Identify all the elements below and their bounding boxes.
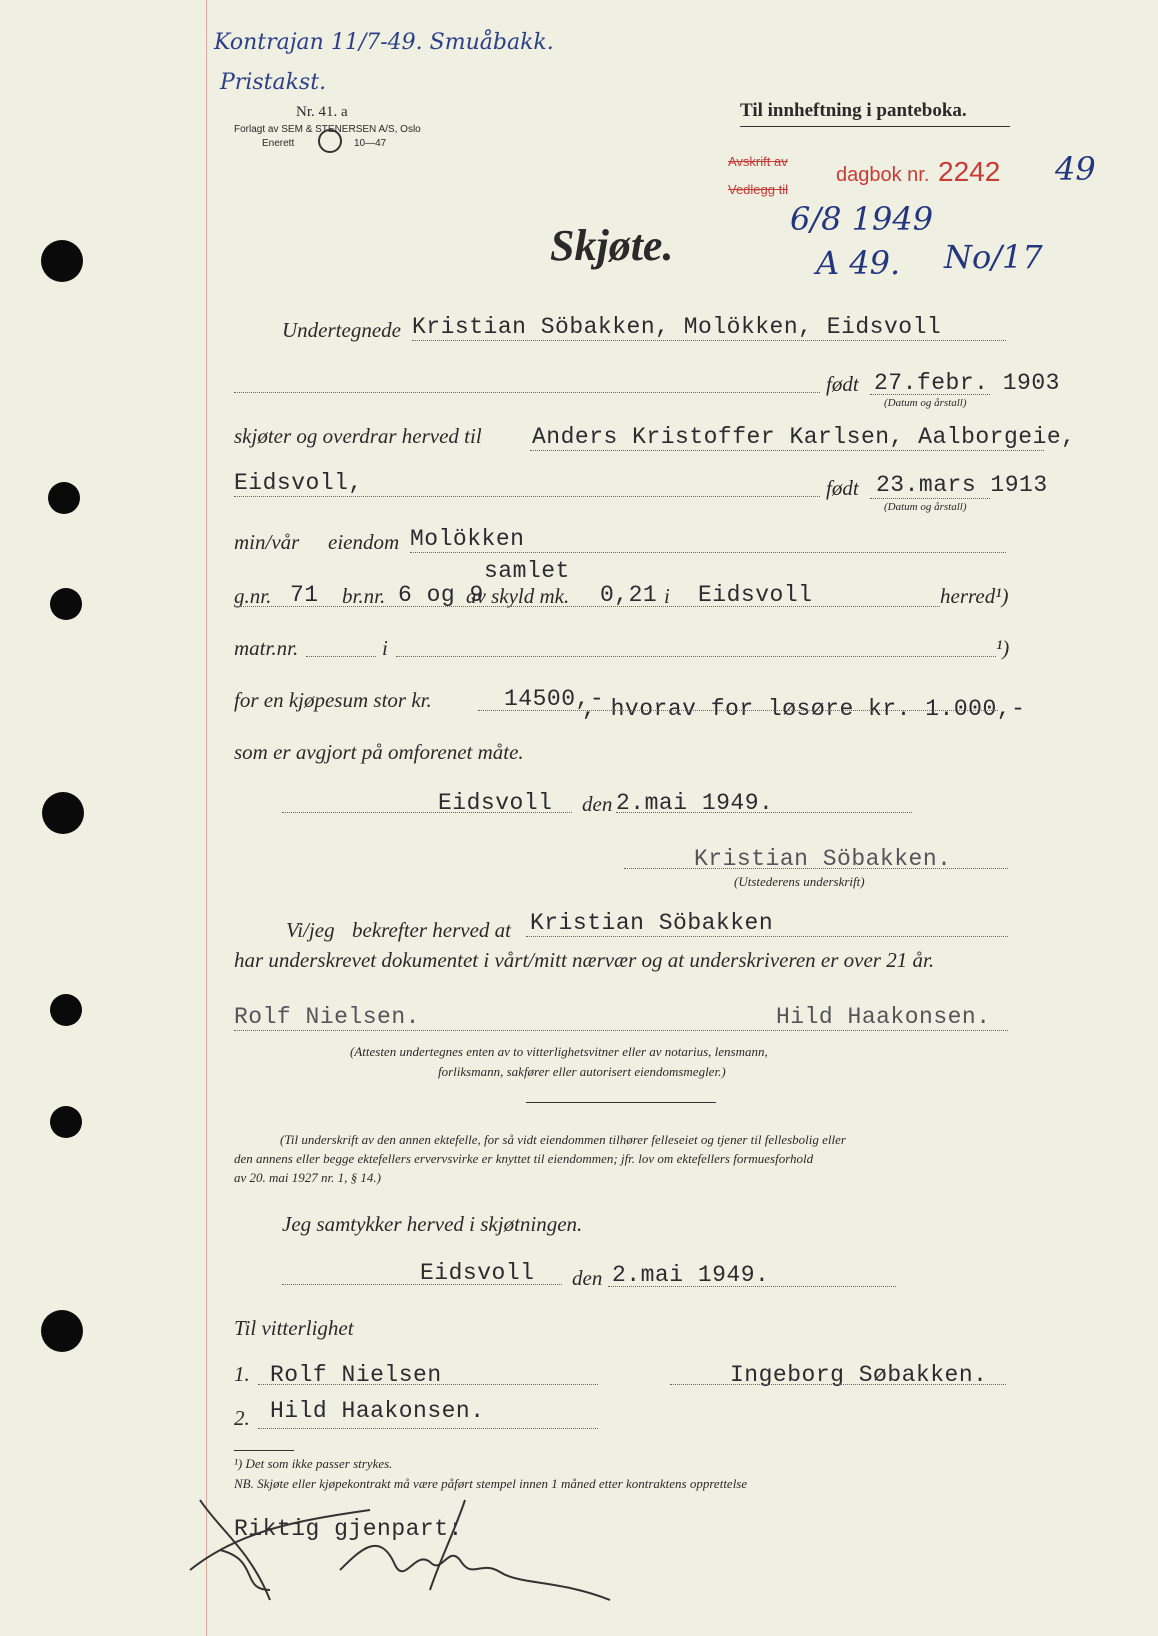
brnr-label: br.nr.	[342, 584, 386, 608]
red-margin-line	[206, 0, 207, 1636]
punch-hole	[48, 482, 80, 514]
footnote: ¹) Det som ikke passer strykes.	[234, 1456, 393, 1471]
separator	[526, 1102, 716, 1103]
grantee-name: Anders Kristoffer Karlsen, Aalborgeie,	[532, 424, 1076, 450]
brnr-value: 6 og 9	[398, 582, 484, 608]
dotted-line	[478, 710, 998, 711]
punch-hole	[42, 792, 84, 834]
spouse-note: (Til underskrift av den annen ektefelle, for så vidt eiendommen tilhører felleseiet og tjener til fellesbolig eller	[280, 1132, 846, 1147]
herred-name: Eidsvoll	[698, 582, 813, 608]
witness-sign-1: Rolf Nielsen	[270, 1362, 442, 1388]
witness-num-2: 2.	[234, 1406, 250, 1430]
spouse-signature: Ingeborg Søbakken.	[730, 1362, 988, 1388]
handwritten-note: Pristakst.	[220, 70, 327, 95]
dotted-line	[234, 1030, 1008, 1031]
vi-label: Vi/jeg	[286, 918, 335, 942]
publisher-code: 10—47	[354, 138, 387, 149]
punch-hole	[41, 1310, 83, 1352]
confirm-text: har underskrevet dokumentet i vårt/mitt nærvær og at underskriveren er over 21 år.	[234, 948, 935, 972]
place-2: Eidsvoll	[420, 1260, 535, 1286]
date-hint: (Datum og årstall)	[884, 501, 967, 513]
handwritten-ref: A 49.	[816, 244, 901, 282]
fodt-label: født	[826, 476, 859, 500]
gnr-value: 71	[290, 582, 319, 608]
spouse-note: av 20. mai 1927 nr. 1, § 14.)	[234, 1170, 381, 1185]
den-label: den	[572, 1266, 603, 1290]
place-1: Eidsvoll	[438, 790, 553, 816]
punch-hole	[50, 1106, 82, 1138]
confirm-label: bekrefter herved at	[352, 918, 511, 942]
binding-note: Til innheftning i panteboka.	[740, 100, 967, 121]
dagbok-number: 2242	[938, 156, 1001, 187]
confirm-name: Kristian Söbakken	[530, 910, 774, 936]
skyld-label: av skyld mk.	[466, 584, 570, 608]
eiendom-label: eiendom	[328, 530, 400, 554]
dotted-line	[234, 606, 940, 607]
den-label: den	[582, 792, 613, 816]
witness-sign-2: Hild Haakonsen.	[270, 1398, 485, 1424]
matr-end: ¹)	[996, 636, 1010, 660]
price-value: 14500,-	[504, 686, 605, 712]
transfer-label: skjøter og overdrar herved til	[234, 424, 482, 448]
grantee-place: Eidsvoll,	[234, 470, 363, 496]
vitterlighet-label: Til vitterlighet	[234, 1316, 354, 1340]
fodt-label: født	[826, 372, 859, 396]
attest-note: (Attesten undertegnes enten av to vitterlighetsvitner eller av notarius, lensmann,	[350, 1044, 768, 1059]
publisher: Forlagt av SEM & STENERSEN A/S, Oslo	[234, 124, 421, 135]
spouse-note: den annens eller begge ektefellers ervervsvirke er knyttet til eiendommen; jfr. lov om ektefellers formuesforhold	[234, 1151, 814, 1166]
date-1: 2.mai 1949.	[616, 790, 774, 816]
signer-hint: (Utstederens underskrift)	[734, 874, 865, 889]
gnr-label: g.nr.	[234, 584, 272, 608]
stamp-strike-avskrift: Avskrift av	[728, 154, 788, 169]
price-label: for en kjøpesum stor kr.	[234, 688, 432, 712]
dotted-line	[870, 394, 990, 395]
property-name: Molökken	[410, 526, 525, 552]
stamp-dagbok: dagbok nr.	[836, 164, 930, 186]
price-extra: , hvorav for løsøre kr. 1.000,-	[582, 696, 1026, 722]
skyld-value: 0,21	[600, 582, 658, 608]
min-var-label: min/vår	[234, 530, 300, 554]
handwritten-no: No/17	[944, 238, 1043, 276]
attest-note: forliksmann, sakfører eller autorisert eiendomsmegler.)	[438, 1064, 726, 1079]
dotted-line	[306, 656, 376, 657]
dotted-line	[870, 498, 990, 499]
date-hint: (Datum og årstall)	[884, 397, 967, 409]
settled-text: som er avgjort på omforenet måte.	[234, 740, 524, 764]
dotted-line	[396, 656, 996, 657]
dotted-line	[608, 1286, 896, 1287]
samlet: samlet	[484, 558, 570, 584]
grantor-born: 27.febr. 1903	[874, 370, 1060, 396]
dotted-line	[234, 496, 820, 497]
publisher-exclusive: Enerett	[262, 138, 295, 149]
grantor-name: Kristian Söbakken, Molökken, Eidsvoll	[412, 314, 942, 340]
handwritten-signature	[180, 1490, 640, 1610]
dotted-line	[282, 1284, 562, 1285]
dotted-line	[526, 936, 1008, 937]
dotted-line	[234, 392, 820, 393]
handwritten-note: Kontrajan 11/7-49. Smuåbakk.	[214, 30, 554, 55]
herred-label: herred¹)	[940, 584, 1009, 608]
dotted-line	[412, 340, 1006, 341]
document-title: Skjøte.	[550, 221, 674, 270]
stamp-strike-vedlegg: Vedlegg til	[728, 182, 788, 197]
consent-text: Jeg samtykker herved i skjøtningen.	[282, 1212, 583, 1236]
matr-i: i	[382, 636, 388, 660]
punch-hole	[50, 588, 82, 620]
copy-label: Riktig gjenpart:	[234, 1516, 463, 1542]
witness-2: Hild Haakonsen.	[776, 1004, 991, 1030]
dotted-line	[530, 450, 1044, 451]
grantee-born: 23.mars 1913	[876, 472, 1048, 498]
witness-1: Rolf Nielsen.	[234, 1004, 420, 1030]
matr-label: matr.nr.	[234, 636, 299, 660]
dotted-line	[616, 812, 912, 813]
i-label: i	[664, 584, 670, 608]
footnote-nb: NB. Skjøte eller kjøpekontrakt må være påført stempel innen 1 måned etter kontraktens opprettelse	[234, 1476, 748, 1491]
dotted-line	[624, 868, 1008, 869]
witness-num-1: 1.	[234, 1362, 250, 1386]
handwritten-date: 6/8 1949	[790, 200, 934, 238]
punch-hole	[50, 994, 82, 1026]
punch-hole	[41, 240, 83, 282]
signer-name: Kristian Söbakken.	[694, 846, 952, 872]
footnote-rule	[234, 1450, 294, 1451]
date-2: 2.mai 1949.	[612, 1262, 770, 1288]
dotted-line	[258, 1428, 598, 1429]
binding-underline	[740, 126, 1010, 127]
undertegnede-label: Undertegnede	[282, 318, 401, 342]
form-number: Nr. 41. a	[296, 104, 348, 120]
dagbok-year: 49	[1055, 150, 1096, 188]
dotted-line	[670, 1384, 1006, 1385]
publisher-logo	[318, 129, 342, 153]
dotted-line	[410, 552, 1006, 553]
dotted-line	[258, 1384, 598, 1385]
